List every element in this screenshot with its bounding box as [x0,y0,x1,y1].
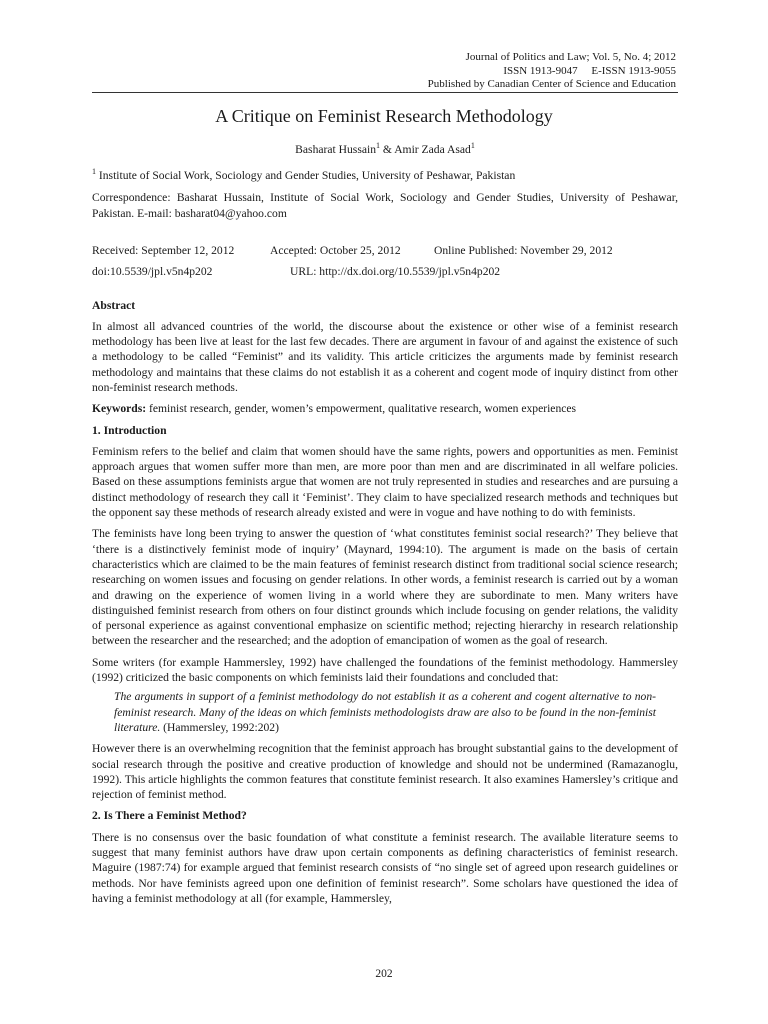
paragraph: However there is an overwhelming recognition that the feminist approach has brought substantial gains to the development of social research through the positive and creative production of knowledge and should not be undermined (Ramazanoglu, 1992). This article highlights the common features that constitute feminist research. It also examines Hamersley’s critique and rejection of feminist method. [92,742,678,802]
keywords-label: Keywords: [92,402,147,416]
author-joiner: & [380,142,395,156]
authors [92,138,678,157]
author-affil-mark: 1 [376,141,380,150]
page-number: 202 [375,968,393,980]
correspondence: Correspondence: Basharat Hussain, Institute of Social Work, Sociology and Gender Studies, University of Peshawar, Pakistan. E-mail: basharat04@yahoo.com [92,191,678,220]
accepted-date: Accepted: October 25, 2012 [270,243,401,257]
author-name: Basharat Hussain [295,142,376,156]
block-quote [114,689,656,735]
paper-body [92,138,678,906]
paragraph: The feminists have long been trying to answer the question of ‘what constitutes feminist social research?’ They believe that ‘there is a distinctively feminist mode of inquiry’ (Maynard, 1994:10). The argument is made on the basis of certain characteristics which are claimed to be the main features of feminist research distinct from traditional social science research; researching on women issues and focusing on gender relations. In other words, a feminist research is carried out by a woman and drawing on the experience of women living in a world where they are subordinate to men. Many writers have distinguished feminist research from others on four distinct grounds which include focusing on gender relations, the validity of personal experience as against conventional emphasize on scientific method; rejecting hierarchy in research relationship between the researcher and the researched; and the adoption of emancipation of women as the goal of research. [92,527,678,648]
journal-line: Journal of Politics and Law; Vol. 5, No. 4; 2012 [465,51,676,63]
doi: doi:10.5539/jpl.v5n4p202 [92,265,213,279]
paragraph: Some writers (for example Hammersley, 1992) have challenged the foundations of the feminist methodology. Hammersley (1992) criticized the basic components on which feminists laid their foundations and concluded that: [92,655,678,685]
paragraph: Feminism refers to the belief and claim that women should have the same rights, powers and opportunities as men. Feminist approach argues that women suffer more than men, are more poor than men and are discriminated in all welfare policies. Based on these assumptions feminists argue that women are not truly represented in studies and researches and are pursuing a distinct methodology of research they call it ‘Feminist’. They claim to have specialized research methods and techniques but the opponent say these methods of research already existed and were in vogue and have nothing to do with feminists. [92,444,678,520]
header-rule [92,92,678,93]
author-affil-mark: 1 [470,141,475,150]
abstract-text: In almost all advanced countries of the world, the discourse about the existence or other wise of a feminist research methodology has been live at least for the last few decades. There are argument in favour of and against the existence of such a methodology to be called “Feminist” and its validity. This article criticizes the arguments made by feminist research methodology and maintains that these claims do not establish it as a coherent and cogent mode of inquiry distinct from other non-feminist research methods. [92,319,678,394]
section-heading: 2. Is There a Feminist Method? [92,809,247,823]
paper-title: A Critique on Feminist Research Methodology [215,106,553,126]
quote-text: The arguments in support of a feminist methodology do not establish it as a coherent and cogent alternative to non-feminist research. Many of the ideas on which feminists methodologists draw are also to be found in the non-feminist literature. [114,690,656,734]
received-date: Received: September 12, 2012 [92,243,235,257]
article-url[interactable]: URL: http://dx.doi.org/10.5539/jpl.v5n4p202 [290,265,501,279]
paragraph: There is no consensus over the basic foundation of what constitute a feminist research. The available literature seems to suggest that many feminist authors have draw upon certain components as defining characteristics of feminist research. Maguire (1987:74) for example argued that feminist research consists of “no single set of agreed upon research guidelines or methods. Nor have feminists agreed upon one definition of feminist research”. Some scholars have questioned the idea of having a feminist methodology at all (for example, Hammersley, [92,830,678,905]
keywords-text: feminist research, gender, women’s empowerment, qualitative research, women experiences [146,402,577,416]
running-header [428,51,676,92]
abstract-heading: Abstract [92,298,136,312]
author-name: Amir Zada Asad [394,142,471,156]
affiliation-mark: 1 [92,167,96,177]
keywords [92,401,678,416]
doi-line [92,264,678,279]
affiliation-text: Institute of Social Work, Sociology and Gender Studies, University of Peshawar, Pakistan [96,169,516,183]
affiliation [92,164,678,183]
published-date: Online Published: November 29, 2012 [434,243,613,257]
publisher-line: Published by Canadian Center of Science and Education [427,78,676,90]
dates-line [92,243,678,258]
quote-citation: (Hammersley, 1992:202) [160,720,279,734]
section-heading: 1. Introduction [92,423,167,437]
issn-line: ISSN 1913-9047 E-ISSN 1913-9055 [503,64,676,77]
